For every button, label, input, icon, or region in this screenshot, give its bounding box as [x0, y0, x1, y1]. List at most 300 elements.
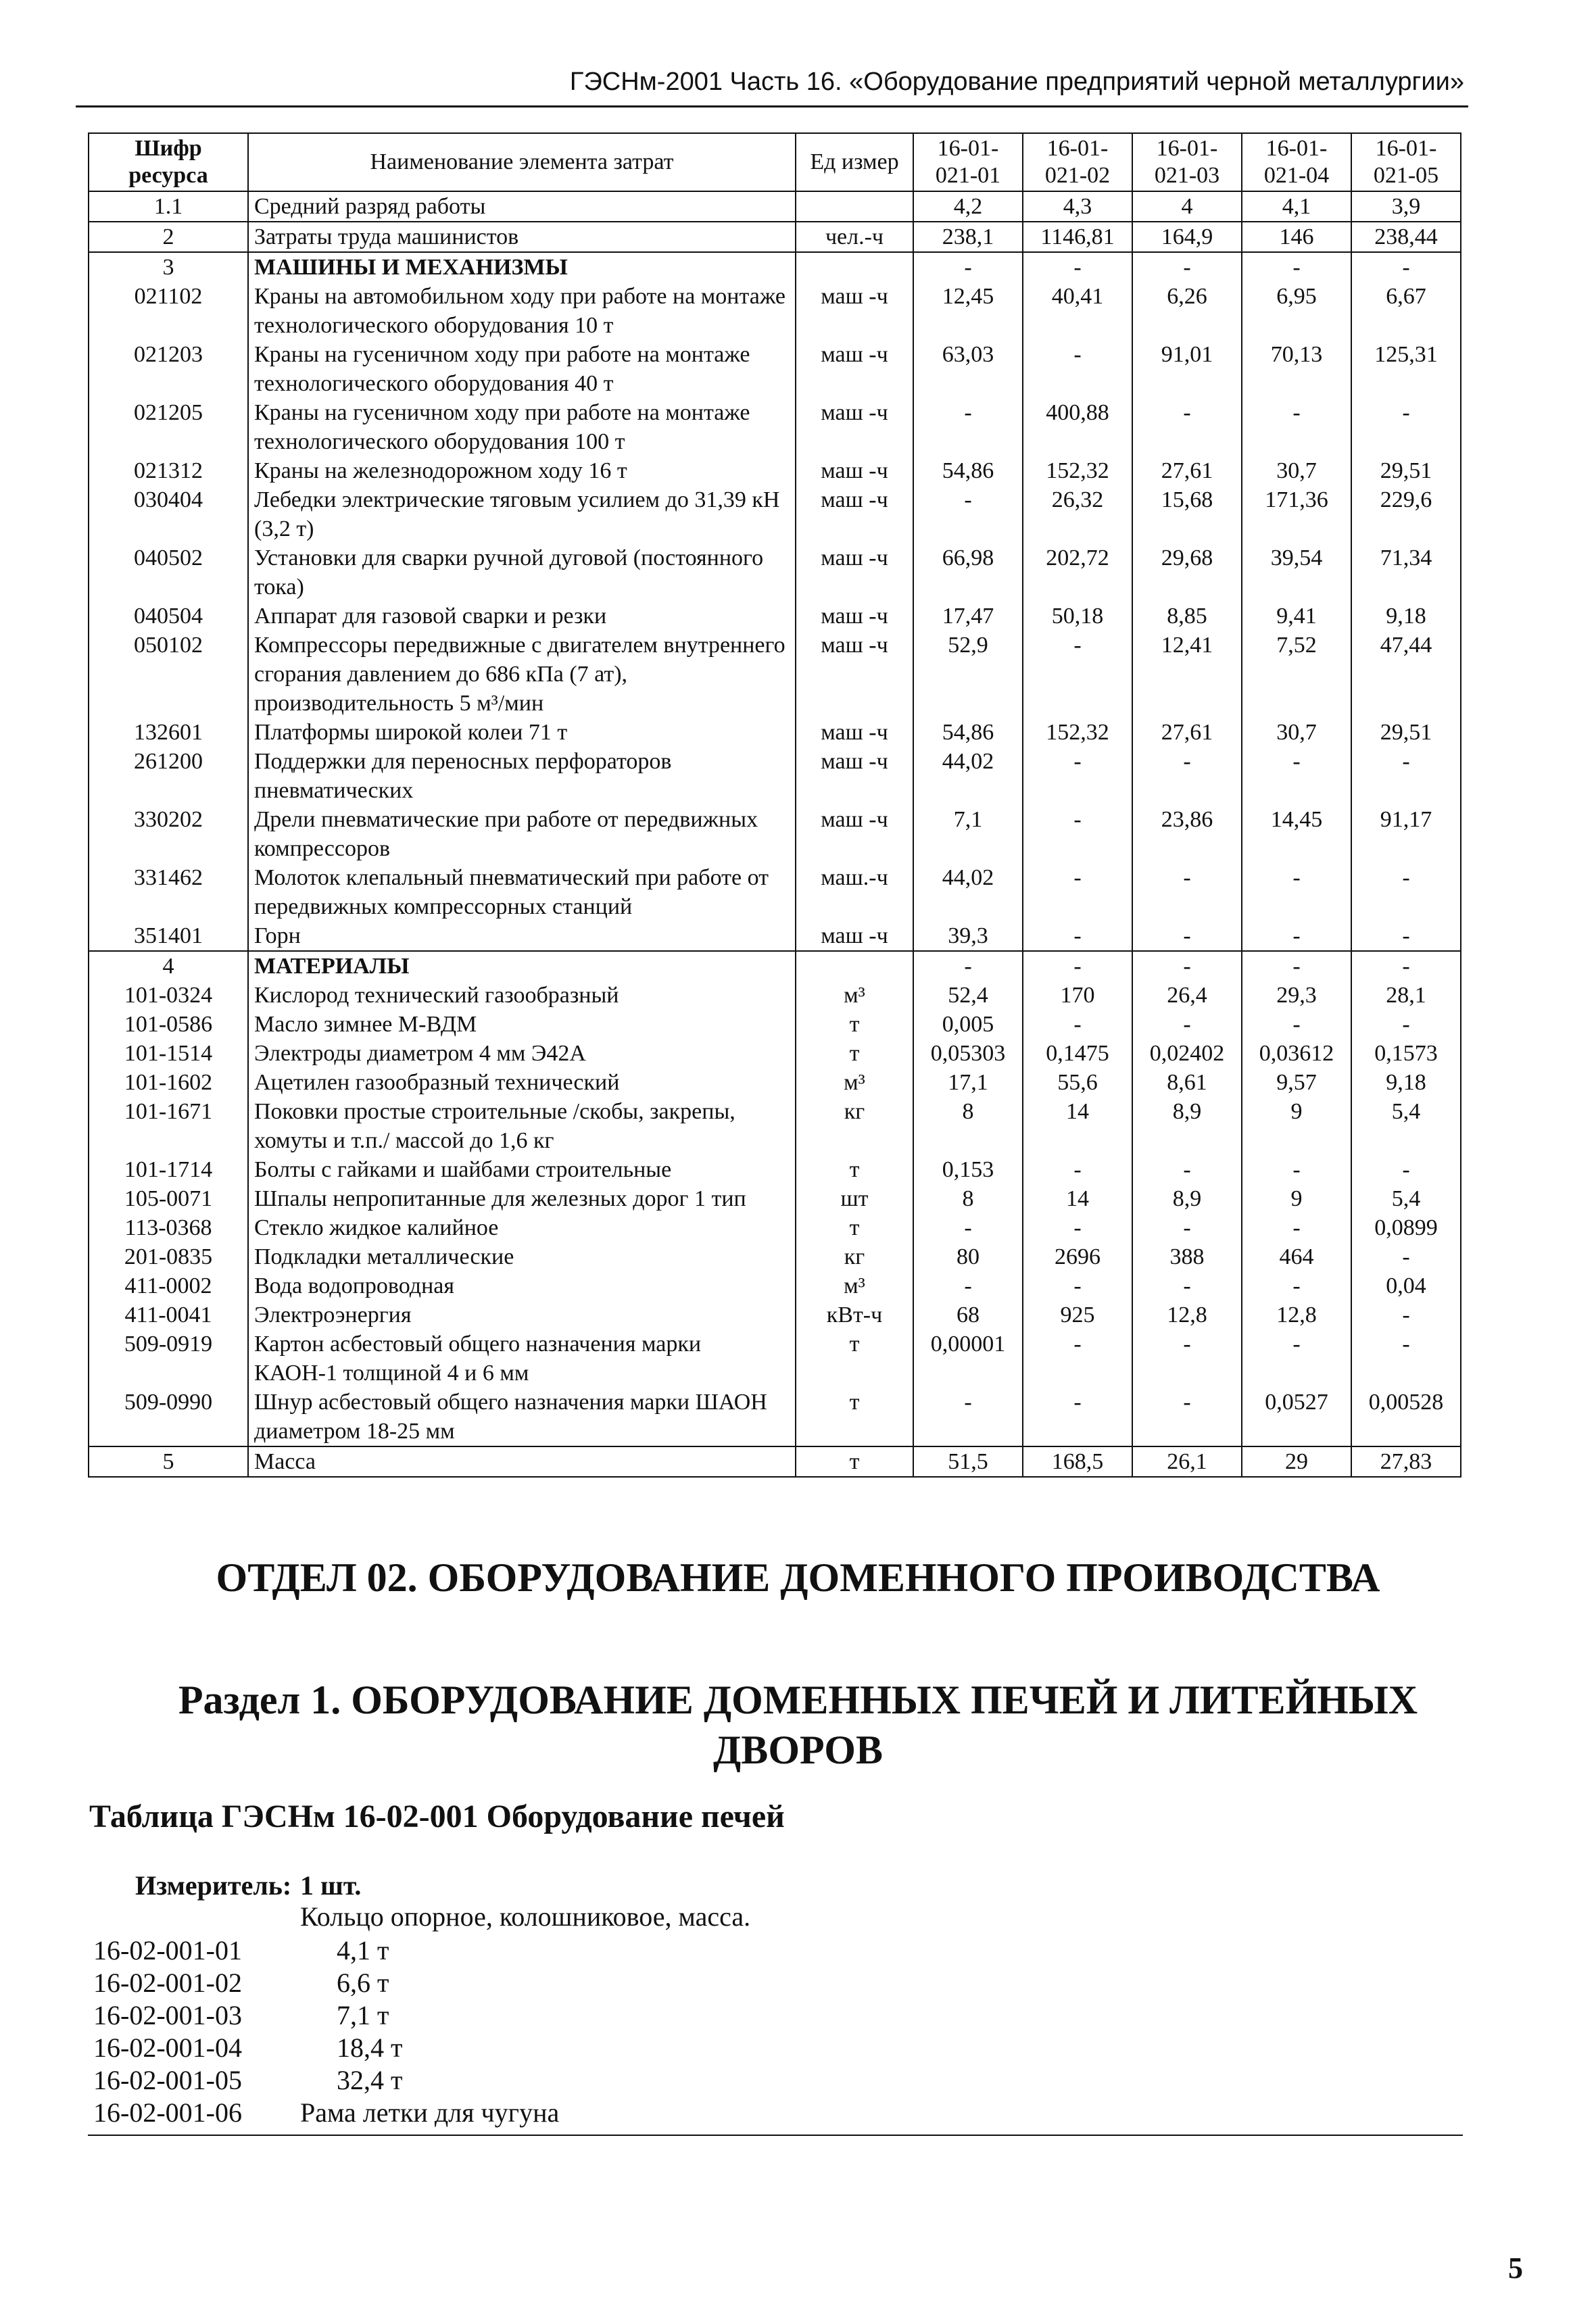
resource-unit: т: [796, 1213, 913, 1242]
resource-value: 80: [913, 1242, 1023, 1271]
resource-value: -: [1242, 921, 1351, 951]
resource-value: -: [1351, 1010, 1461, 1039]
resource-value: 8: [913, 1097, 1023, 1155]
resource-unit: т: [796, 1388, 913, 1446]
resource-code: 411-0041: [89, 1300, 248, 1330]
resource-value: -: [1023, 340, 1132, 398]
resource-value: 8,85: [1132, 602, 1242, 631]
resource-value: -: [1132, 951, 1242, 981]
resource-value: 238,44: [1351, 222, 1461, 252]
resource-value: 14,45: [1242, 805, 1351, 863]
resource-value: -: [1023, 951, 1132, 981]
resource-unit: маш -ч: [796, 282, 913, 340]
table-row: [89, 1330, 1461, 1388]
resource-code: 330202: [89, 805, 248, 863]
table-row: [89, 602, 1461, 631]
table-row: [89, 1242, 1461, 1271]
resource-value: -: [913, 1271, 1023, 1300]
table-row: [89, 805, 1461, 863]
resource-value: 0,0899: [1351, 1213, 1461, 1242]
resource-value: 50,18: [1023, 602, 1132, 631]
table-row: [89, 282, 1461, 340]
resource-value: 12,45: [913, 282, 1023, 340]
resource-value: -: [1351, 951, 1461, 981]
resource-value: -: [1242, 951, 1351, 981]
otdel-heading: ОТДЕЛ 02. ОБОРУДОВАНИЕ ДОМЕННОГО ПРОИВОДСТВА: [216, 1555, 1380, 1600]
resource-value: 9,18: [1351, 1068, 1461, 1097]
resource-name: Подкладки металлические: [248, 1242, 796, 1271]
resource-name: МАТЕРИАЛЫ: [248, 951, 796, 981]
resource-value: 70,13: [1242, 340, 1351, 398]
resource-value: 238,1: [913, 222, 1023, 252]
resource-value: -: [1351, 1242, 1461, 1271]
resource-value: -: [1351, 1330, 1461, 1388]
resource-value: 54,86: [913, 718, 1023, 747]
resource-value: 0,153: [913, 1155, 1023, 1184]
resource-value: 47,44: [1351, 631, 1461, 718]
resource-code: 2: [89, 222, 248, 252]
resource-name: Картон асбестовый общего назначения марки КАОН-1 толщиной 4 и 6 мм: [248, 1330, 796, 1388]
resource-value: 170: [1023, 981, 1132, 1010]
resource-unit: маш -ч: [796, 631, 913, 718]
resource-value: 4: [1132, 191, 1242, 222]
resource-unit: маш.-ч: [796, 863, 913, 921]
resource-value: -: [1132, 863, 1242, 921]
resource-value: -: [1242, 1010, 1351, 1039]
resource-code: 040502: [89, 543, 248, 602]
table-header-row: [89, 133, 1461, 191]
resource-value: 29,3: [1242, 981, 1351, 1010]
resource-value: -: [1351, 747, 1461, 805]
resource-name: Аппарат для газовой сварки и резки: [248, 602, 796, 631]
resource-value: 0,005: [913, 1010, 1023, 1039]
resource-code: 5: [89, 1446, 248, 1477]
resource-name: Шнур асбестовый общего назначения марки ШАОН диаметром 18-25 мм: [248, 1388, 796, 1446]
resource-value: 7,1: [913, 805, 1023, 863]
resource-value: -: [913, 1388, 1023, 1446]
table-row: [89, 485, 1461, 543]
resource-code: 021312: [89, 456, 248, 485]
resource-code: 351401: [89, 921, 248, 951]
resource-value: -: [1242, 863, 1351, 921]
table-row: [89, 631, 1461, 718]
resource-value: -: [1132, 1155, 1242, 1184]
resource-unit: чел.-ч: [796, 222, 913, 252]
resource-name: Поддержки для переносных перфораторов пневматических: [248, 747, 796, 805]
resource-unit: м³: [796, 981, 913, 1010]
resource-value: 9,57: [1242, 1068, 1351, 1097]
resource-code: 021102: [89, 282, 248, 340]
resource-value: 0,0527: [1242, 1388, 1351, 1446]
resource-name: МАШИНЫ И МЕХАНИЗМЫ: [248, 252, 796, 282]
resource-value: 400,88: [1023, 398, 1132, 456]
resource-unit: [796, 191, 913, 222]
resource-unit: [796, 951, 913, 981]
resource-code: 3: [89, 252, 248, 282]
resource-name: Дрели пневматические при работе от передвижных компрессоров: [248, 805, 796, 863]
col-header-code: Шифр ресурса: [89, 133, 248, 191]
resource-value: 27,61: [1132, 456, 1242, 485]
resource-code: 101-1602: [89, 1068, 248, 1097]
resource-value: 0,1573: [1351, 1039, 1461, 1068]
resource-code: 021205: [89, 398, 248, 456]
resource-value: 9: [1242, 1097, 1351, 1155]
resource-code: 101-1714: [89, 1155, 248, 1184]
resource-code: 509-0919: [89, 1330, 248, 1388]
resource-value: 168,5: [1023, 1446, 1132, 1477]
resource-name: Масса: [248, 1446, 796, 1477]
resource-value: 68: [913, 1300, 1023, 1330]
resource-value: 55,6: [1023, 1068, 1132, 1097]
table-row: [89, 1068, 1461, 1097]
resource-value: -: [1023, 252, 1132, 282]
resource-value: -: [1132, 1330, 1242, 1388]
resource-name: Болты с гайками и шайбами строительные: [248, 1155, 796, 1184]
resource-value: 125,31: [1351, 340, 1461, 398]
resource-value: 26,4: [1132, 981, 1242, 1010]
resource-unit: маш -ч: [796, 398, 913, 456]
resource-name: Краны на автомобильном ходу при работе на монтаже технологического оборудования 10 т: [248, 282, 796, 340]
table-row: [89, 398, 1461, 456]
resource-name: Горн: [248, 921, 796, 951]
resource-value: -: [1351, 252, 1461, 282]
resource-value: 29: [1242, 1446, 1351, 1477]
resource-value: 9,18: [1351, 602, 1461, 631]
resource-value: 29,68: [1132, 543, 1242, 602]
running-header-text: ГЭСНм-2001 Часть 16. «Оборудование предприятий черной металлургии»: [569, 68, 1464, 96]
resource-value: 0,1475: [1023, 1039, 1132, 1068]
col-header-name: Наименование элемента затрат: [248, 133, 796, 191]
resource-value: 51,5: [913, 1446, 1023, 1477]
resource-value: 23,86: [1132, 805, 1242, 863]
resource-unit: кг: [796, 1242, 913, 1271]
razdel-heading: Раздел 1. ОБОРУДОВАНИЕ ДОМЕННЫХ ПЕЧЕЙ И ЛИТЕЙНЫХ ДВОРОВ: [178, 1678, 1418, 1772]
table-row: [89, 252, 1461, 282]
resource-name: Краны на гусеничном ходу при работе на монтаже технологического оборудования 40 т: [248, 340, 796, 398]
norm-item-value: 4,1 т: [337, 1935, 389, 1966]
resource-value: 26,32: [1023, 485, 1132, 543]
table-row: [89, 1097, 1461, 1155]
resource-code: 509-0990: [89, 1388, 248, 1446]
resource-unit: маш -ч: [796, 485, 913, 543]
resource-value: -: [1132, 252, 1242, 282]
resource-value: 30,7: [1242, 456, 1351, 485]
resource-value: 40,41: [1023, 282, 1132, 340]
table-row: [89, 951, 1461, 981]
table-row: [89, 456, 1461, 485]
resource-code: 101-1671: [89, 1097, 248, 1155]
table-row: [89, 718, 1461, 747]
resource-value: 152,32: [1023, 456, 1132, 485]
resource-unit: маш -ч: [796, 921, 913, 951]
resource-unit: т: [796, 1039, 913, 1068]
resource-value: -: [1023, 1271, 1132, 1300]
resource-value: 0,05303: [913, 1039, 1023, 1068]
resource-unit: маш -ч: [796, 718, 913, 747]
resource-unit: маш -ч: [796, 340, 913, 398]
resource-value: 925: [1023, 1300, 1132, 1330]
resource-name: Молоток клепальный пневматический при работе от передвижных компрессорных станций: [248, 863, 796, 921]
resource-value: 4,3: [1023, 191, 1132, 222]
resource-value: -: [913, 252, 1023, 282]
resource-value: -: [1132, 1271, 1242, 1300]
resource-code: 1.1: [89, 191, 248, 222]
table-row: [89, 222, 1461, 252]
resource-value: 52,9: [913, 631, 1023, 718]
resource-value: 0,00001: [913, 1330, 1023, 1388]
resource-name: Шпалы непропитанные для железных дорог 1 тип: [248, 1184, 796, 1213]
resource-value: -: [1132, 1010, 1242, 1039]
resource-code: 101-0586: [89, 1010, 248, 1039]
resource-value: -: [1023, 747, 1132, 805]
resource-value: 6,26: [1132, 282, 1242, 340]
resource-unit: кВт-ч: [796, 1300, 913, 1330]
page-number: 5: [1508, 2251, 1523, 2285]
resource-value: 12,41: [1132, 631, 1242, 718]
resource-value: 91,17: [1351, 805, 1461, 863]
resource-code: 105-0071: [89, 1184, 248, 1213]
resource-code: 101-0324: [89, 981, 248, 1010]
norm-item-code: 16-02-001-06: [93, 2097, 242, 2128]
norm-item-code: 16-02-001-05: [93, 2065, 242, 2095]
resource-value: -: [913, 485, 1023, 543]
resource-name: Краны на железнодорожном ходу 16 т: [248, 456, 796, 485]
resource-value: 152,32: [1023, 718, 1132, 747]
resource-value: 71,34: [1351, 543, 1461, 602]
resource-value: 6,67: [1351, 282, 1461, 340]
resource-unit: кг: [796, 1097, 913, 1155]
resource-value: -: [1351, 398, 1461, 456]
resource-unit: [796, 252, 913, 282]
resource-unit: т: [796, 1446, 913, 1477]
resource-code: 4: [89, 951, 248, 981]
resource-value: 54,86: [913, 456, 1023, 485]
resource-value: 26,1: [1132, 1446, 1242, 1477]
resource-name: Кислород технический газообразный: [248, 981, 796, 1010]
resource-unit: маш -ч: [796, 543, 913, 602]
resource-value: 14: [1023, 1097, 1132, 1155]
table-row: [89, 340, 1461, 398]
resource-value: 8,61: [1132, 1068, 1242, 1097]
norm-item-code: 16-02-001-02: [93, 1968, 242, 1998]
norm-item-code: 16-02-001-04: [93, 2032, 242, 2063]
resource-value: 0,02402: [1132, 1039, 1242, 1068]
col-header-unit: Ед измер: [796, 133, 913, 191]
resource-value: 29,51: [1351, 718, 1461, 747]
resource-value: 229,6: [1351, 485, 1461, 543]
resource-code: 411-0002: [89, 1271, 248, 1300]
resource-value: 27,83: [1351, 1446, 1461, 1477]
resource-value: 39,54: [1242, 543, 1351, 602]
resource-value: 9: [1242, 1184, 1351, 1213]
table-row: [89, 1271, 1461, 1300]
resource-value: -: [1023, 631, 1132, 718]
resource-value: 44,02: [913, 863, 1023, 921]
resource-unit: шт: [796, 1184, 913, 1213]
resource-value: -: [1351, 863, 1461, 921]
resource-unit: маш -ч: [796, 456, 913, 485]
resource-value: -: [1023, 1213, 1132, 1242]
resource-name: Компрессоры передвижные с двигателем внутреннего сгорания давлением до 686 кПа (7 ат), производительность 5 м³/мин: [248, 631, 796, 718]
resource-name: Установки для сварки ручной дуговой (постоянного тока): [248, 543, 796, 602]
resource-value: 171,36: [1242, 485, 1351, 543]
resource-value: 27,61: [1132, 718, 1242, 747]
resource-value: 388: [1132, 1242, 1242, 1271]
norm-item-value: 7,1 т: [337, 2000, 389, 2030]
resource-value: -: [1242, 1271, 1351, 1300]
table-row: [89, 1446, 1461, 1477]
resource-unit: т: [796, 1330, 913, 1388]
resource-value: 52,4: [913, 981, 1023, 1010]
resource-value: 0,03612: [1242, 1039, 1351, 1068]
resource-name: Поковки простые строительные /скобы, закрепы, хомуты и т.п./ массой до 1,6 кг: [248, 1097, 796, 1155]
resource-value: 1146,81: [1023, 222, 1132, 252]
resource-value: 44,02: [913, 747, 1023, 805]
resource-name: Лебедки электрические тяговым усилием до 31,39 кН (3,2 т): [248, 485, 796, 543]
resource-value: -: [1242, 398, 1351, 456]
resource-value: 17,47: [913, 602, 1023, 631]
resource-table: [88, 132, 1461, 1478]
resource-value: -: [1351, 921, 1461, 951]
table-row: [89, 921, 1461, 951]
resource-unit: маш -ч: [796, 805, 913, 863]
resource-value: -: [1242, 1213, 1351, 1242]
table-row: [89, 543, 1461, 602]
resource-value: 2696: [1023, 1242, 1132, 1271]
norm-item-value: Рама летки для чугуна: [300, 2097, 560, 2128]
resource-code: 261200: [89, 747, 248, 805]
resource-unit: м³: [796, 1271, 913, 1300]
resource-value: 3,9: [1351, 191, 1461, 222]
resource-value: 0,00528: [1351, 1388, 1461, 1446]
table-row: [89, 1184, 1461, 1213]
resource-value: -: [1242, 252, 1351, 282]
col-header-variant: 16-01-021-04: [1242, 133, 1351, 191]
resource-value: -: [1023, 1155, 1132, 1184]
resource-value: -: [1023, 863, 1132, 921]
resource-unit: т: [796, 1155, 913, 1184]
norm-item-value: 32,4 т: [337, 2065, 403, 2095]
resource-value: 29,51: [1351, 456, 1461, 485]
resource-value: -: [1351, 1155, 1461, 1184]
resource-value: -: [1132, 1213, 1242, 1242]
resource-name: Ацетилен газообразный технический: [248, 1068, 796, 1097]
resource-value: -: [1132, 921, 1242, 951]
resource-unit: т: [796, 1010, 913, 1039]
table-row: [89, 1213, 1461, 1242]
resource-value: -: [1132, 1388, 1242, 1446]
resource-value: -: [1242, 1330, 1351, 1388]
resource-name: Электроды диаметром 4 мм Э42А: [248, 1039, 796, 1068]
resource-value: 146: [1242, 222, 1351, 252]
resource-code: 021203: [89, 340, 248, 398]
table-row: [89, 981, 1461, 1010]
resource-name: Средний разряд работы: [248, 191, 796, 222]
resource-value: 66,98: [913, 543, 1023, 602]
table-row: [89, 1039, 1461, 1068]
resource-value: 12,8: [1242, 1300, 1351, 1330]
resource-value: 8: [913, 1184, 1023, 1213]
resource-value: -: [1132, 747, 1242, 805]
col-header-variant: 16-01-021-05: [1351, 133, 1461, 191]
resource-unit: м³: [796, 1068, 913, 1097]
measure-description: Кольцо опорное, колошниковое, масса.: [300, 1901, 751, 1932]
resource-value: 30,7: [1242, 718, 1351, 747]
resource-value: 7,52: [1242, 631, 1351, 718]
resource-value: 12,8: [1132, 1300, 1242, 1330]
resource-value: -: [1023, 1330, 1132, 1388]
resource-code: 040504: [89, 602, 248, 631]
running-header: [76, 62, 1468, 107]
resource-code: 030404: [89, 485, 248, 543]
resource-value: -: [1242, 1155, 1351, 1184]
resource-code: 050102: [89, 631, 248, 718]
resource-value: 91,01: [1132, 340, 1242, 398]
resource-value: -: [1351, 1300, 1461, 1330]
table-row: [89, 1155, 1461, 1184]
resource-code: 132601: [89, 718, 248, 747]
resource-value: 464: [1242, 1242, 1351, 1271]
resource-value: -: [913, 398, 1023, 456]
resource-value: -: [1242, 747, 1351, 805]
resource-value: 63,03: [913, 340, 1023, 398]
resource-value: 8,9: [1132, 1097, 1242, 1155]
resource-name: Затраты труда машинистов: [248, 222, 796, 252]
resource-code: 101-1514: [89, 1039, 248, 1068]
table-row: [89, 191, 1461, 222]
norm-item-code: 16-02-001-01: [93, 1935, 242, 1966]
resource-value: -: [1132, 398, 1242, 456]
resource-code: 201-0835: [89, 1242, 248, 1271]
resource-value: 6,95: [1242, 282, 1351, 340]
resource-unit: маш -ч: [796, 747, 913, 805]
resource-value: 15,68: [1132, 485, 1242, 543]
resource-value: -: [1023, 921, 1132, 951]
resource-value: 5,4: [1351, 1097, 1461, 1155]
resource-name: Вода водопроводная: [248, 1271, 796, 1300]
resource-value: 8,9: [1132, 1184, 1242, 1213]
measure-value: 1 шт.: [300, 1870, 362, 1901]
resource-value: -: [913, 1213, 1023, 1242]
measure-label: Измеритель:: [135, 1870, 292, 1901]
resource-code: 113-0368: [89, 1213, 248, 1242]
resource-value: 39,3: [913, 921, 1023, 951]
norm-item-value: 18,4 т: [337, 2032, 403, 2063]
resource-name: Платформы широкой колеи 71 т: [248, 718, 796, 747]
resource-value: 9,41: [1242, 602, 1351, 631]
col-header-variant: 16-01-021-02: [1023, 133, 1132, 191]
resource-name: Масло зимнее М-ВДМ: [248, 1010, 796, 1039]
bottom-divider: [88, 2135, 1463, 2136]
resource-value: 0,04: [1351, 1271, 1461, 1300]
resource-unit: маш -ч: [796, 602, 913, 631]
resource-value: 4,2: [913, 191, 1023, 222]
resource-value: -: [1023, 1010, 1132, 1039]
resource-name: Стекло жидкое калийное: [248, 1213, 796, 1242]
resource-value: -: [913, 951, 1023, 981]
resource-value: -: [1023, 1388, 1132, 1446]
resource-name: Электроэнергия: [248, 1300, 796, 1330]
resource-code: 331462: [89, 863, 248, 921]
resource-value: 4,1: [1242, 191, 1351, 222]
table-heading: Таблица ГЭСНм 16-02-001 Оборудование печей: [89, 1799, 785, 1834]
table-row: [89, 863, 1461, 921]
resource-value: 202,72: [1023, 543, 1132, 602]
norm-item-value: 6,6 т: [337, 1968, 389, 1998]
resource-value: 5,4: [1351, 1184, 1461, 1213]
resource-value: 164,9: [1132, 222, 1242, 252]
norm-item-code: 16-02-001-03: [93, 2000, 242, 2030]
